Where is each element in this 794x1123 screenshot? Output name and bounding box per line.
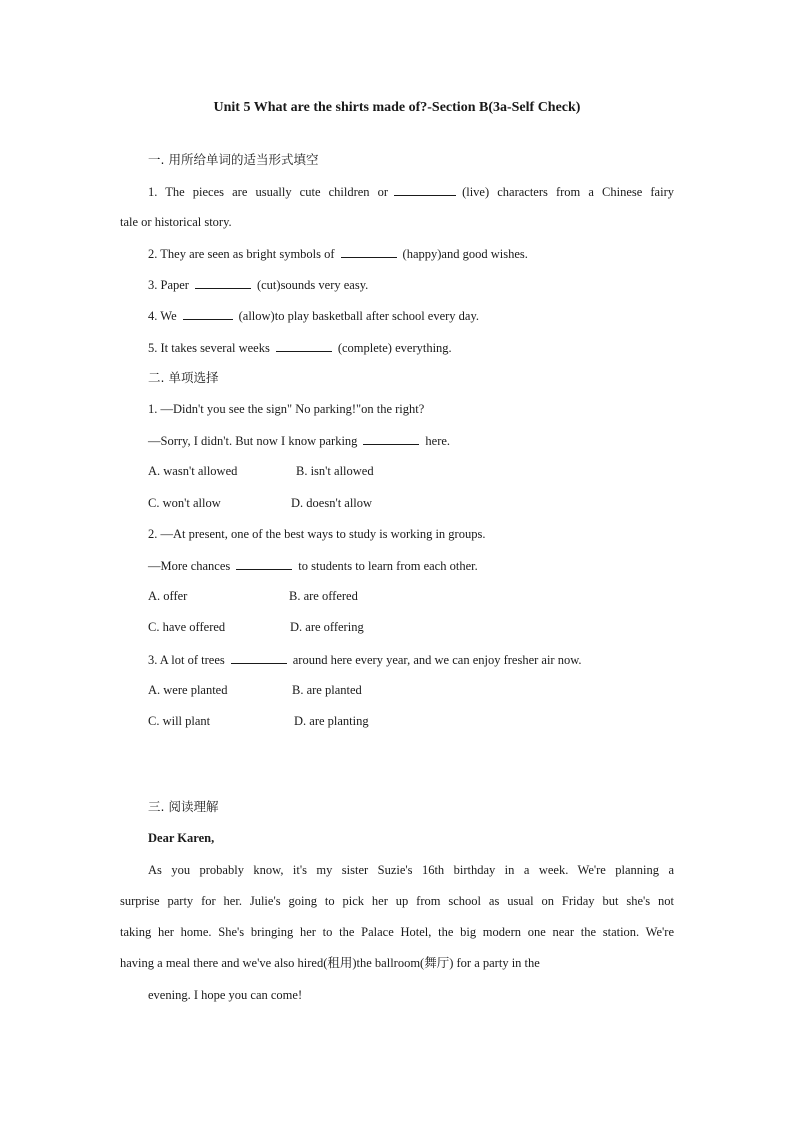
s1-question-3 bbox=[148, 276, 368, 293]
letter-line-4: having a meal there and we've also hired(租用)the ballroom(舞厅) for a party in the bbox=[120, 956, 540, 970]
s1-question-4 bbox=[148, 307, 479, 324]
s2-q3-blank[interactable] bbox=[231, 651, 287, 664]
letter-line-1: As you probably know, it's my sister Suzie's 16th birthday in a week. We're planning a bbox=[148, 863, 674, 877]
s1-q4-text-b: (allow)to play basketball after school every day. bbox=[238, 309, 480, 323]
s2-q1-option-a[interactable]: A. wasn't allowed bbox=[148, 464, 238, 478]
s1-question-2 bbox=[148, 245, 528, 262]
s2-q2-option-a[interactable]: A. offer bbox=[148, 589, 188, 603]
s1-q2-text-b: (happy)and good wishes. bbox=[402, 247, 528, 261]
s1-q3-text-a: 3. Paper bbox=[148, 278, 189, 292]
s2-q1-option-b[interactable]: B. isn't allowed bbox=[296, 464, 374, 478]
s2-q3-option-d[interactable]: D. are planting bbox=[294, 714, 369, 728]
s2-q1-option-d[interactable]: D. doesn't allow bbox=[291, 496, 373, 510]
s2-q2-option-d[interactable]: D. are offering bbox=[290, 620, 364, 634]
s1-q4-blank[interactable] bbox=[183, 307, 233, 320]
s1-q5-blank[interactable] bbox=[276, 339, 332, 352]
s2-q1-option-c[interactable]: C. won't allow bbox=[148, 496, 221, 510]
s2-q3-option-c[interactable]: C. will plant bbox=[148, 714, 211, 728]
s1-q1-continuation: tale or historical story. bbox=[120, 215, 232, 229]
s1-q5-text-b: (complete) everything. bbox=[337, 341, 452, 355]
s2-q3-text-a: 3. A lot of trees bbox=[148, 653, 225, 667]
page-title: Unit 5 What are the shirts made of?-Section B(3a-Self Check) bbox=[213, 100, 581, 115]
s2-q2-line2 bbox=[148, 557, 478, 574]
letter-salutation: Dear Karen, bbox=[148, 831, 215, 845]
s2-q1-blank[interactable] bbox=[363, 432, 419, 445]
s1-q1-blank[interactable] bbox=[394, 183, 456, 196]
section3-heading: 三. 阅读理解 bbox=[148, 799, 219, 814]
s1-q4-text-a: 4. We bbox=[148, 309, 177, 323]
s1-q2-blank[interactable] bbox=[341, 245, 397, 258]
s2-q2-text-a: —More chances bbox=[148, 559, 231, 573]
s2-q2-option-c[interactable]: C. have offered bbox=[148, 620, 226, 634]
s1-q1-text-a: 1. The pieces are usually cute children or bbox=[148, 185, 389, 199]
section2-heading: 二. 单项选择 bbox=[148, 370, 219, 385]
s1-q5-text-a: 5. It takes several weeks bbox=[148, 341, 270, 355]
s2-q1-line1: 1. —Didn't you see the sign" No parking!"on the right? bbox=[148, 402, 425, 416]
s1-q2-text-a: 2. They are seen as bright symbols of bbox=[148, 247, 335, 261]
s2-q3-text-b: around here every year, and we can enjoy fresher air now. bbox=[292, 653, 582, 667]
letter-line-5: evening. I hope you can come! bbox=[148, 988, 303, 1002]
s2-q1-text-b: here. bbox=[425, 434, 451, 448]
s2-q1-text-a: —Sorry, I didn't. But now I know parking bbox=[148, 434, 358, 448]
s1-question-5 bbox=[148, 339, 452, 356]
s1-question-1 bbox=[148, 183, 674, 200]
s2-q3-option-a[interactable]: A. were planted bbox=[148, 683, 228, 697]
letter-line-3: taking her home. She's bringing her to the Palace Hotel, the big modern one near the station. We're bbox=[120, 925, 674, 939]
s2-q3-option-b[interactable]: B. are planted bbox=[292, 683, 362, 697]
s2-q2-text-b: to students to learn from each other. bbox=[298, 559, 478, 573]
s2-q2-option-b[interactable]: B. are offered bbox=[289, 589, 358, 603]
s1-q1-text-b: (live) characters from a Chinese fairy bbox=[462, 185, 674, 199]
s2-q3-line1 bbox=[148, 651, 582, 668]
s2-q2-blank[interactable] bbox=[236, 557, 292, 570]
s2-q1-line2 bbox=[148, 432, 450, 449]
section1-heading: 一. 用所给单词的适当形式填空 bbox=[148, 152, 319, 167]
s1-q3-text-b: (cut)sounds very easy. bbox=[256, 278, 369, 292]
s2-q2-line1: 2. —At present, one of the best ways to study is working in groups. bbox=[148, 527, 486, 541]
s1-q3-blank[interactable] bbox=[195, 276, 251, 289]
letter-line-2: surprise party for her. Julie's going to pick her up from school as usual on Friday but she's not bbox=[120, 894, 674, 908]
